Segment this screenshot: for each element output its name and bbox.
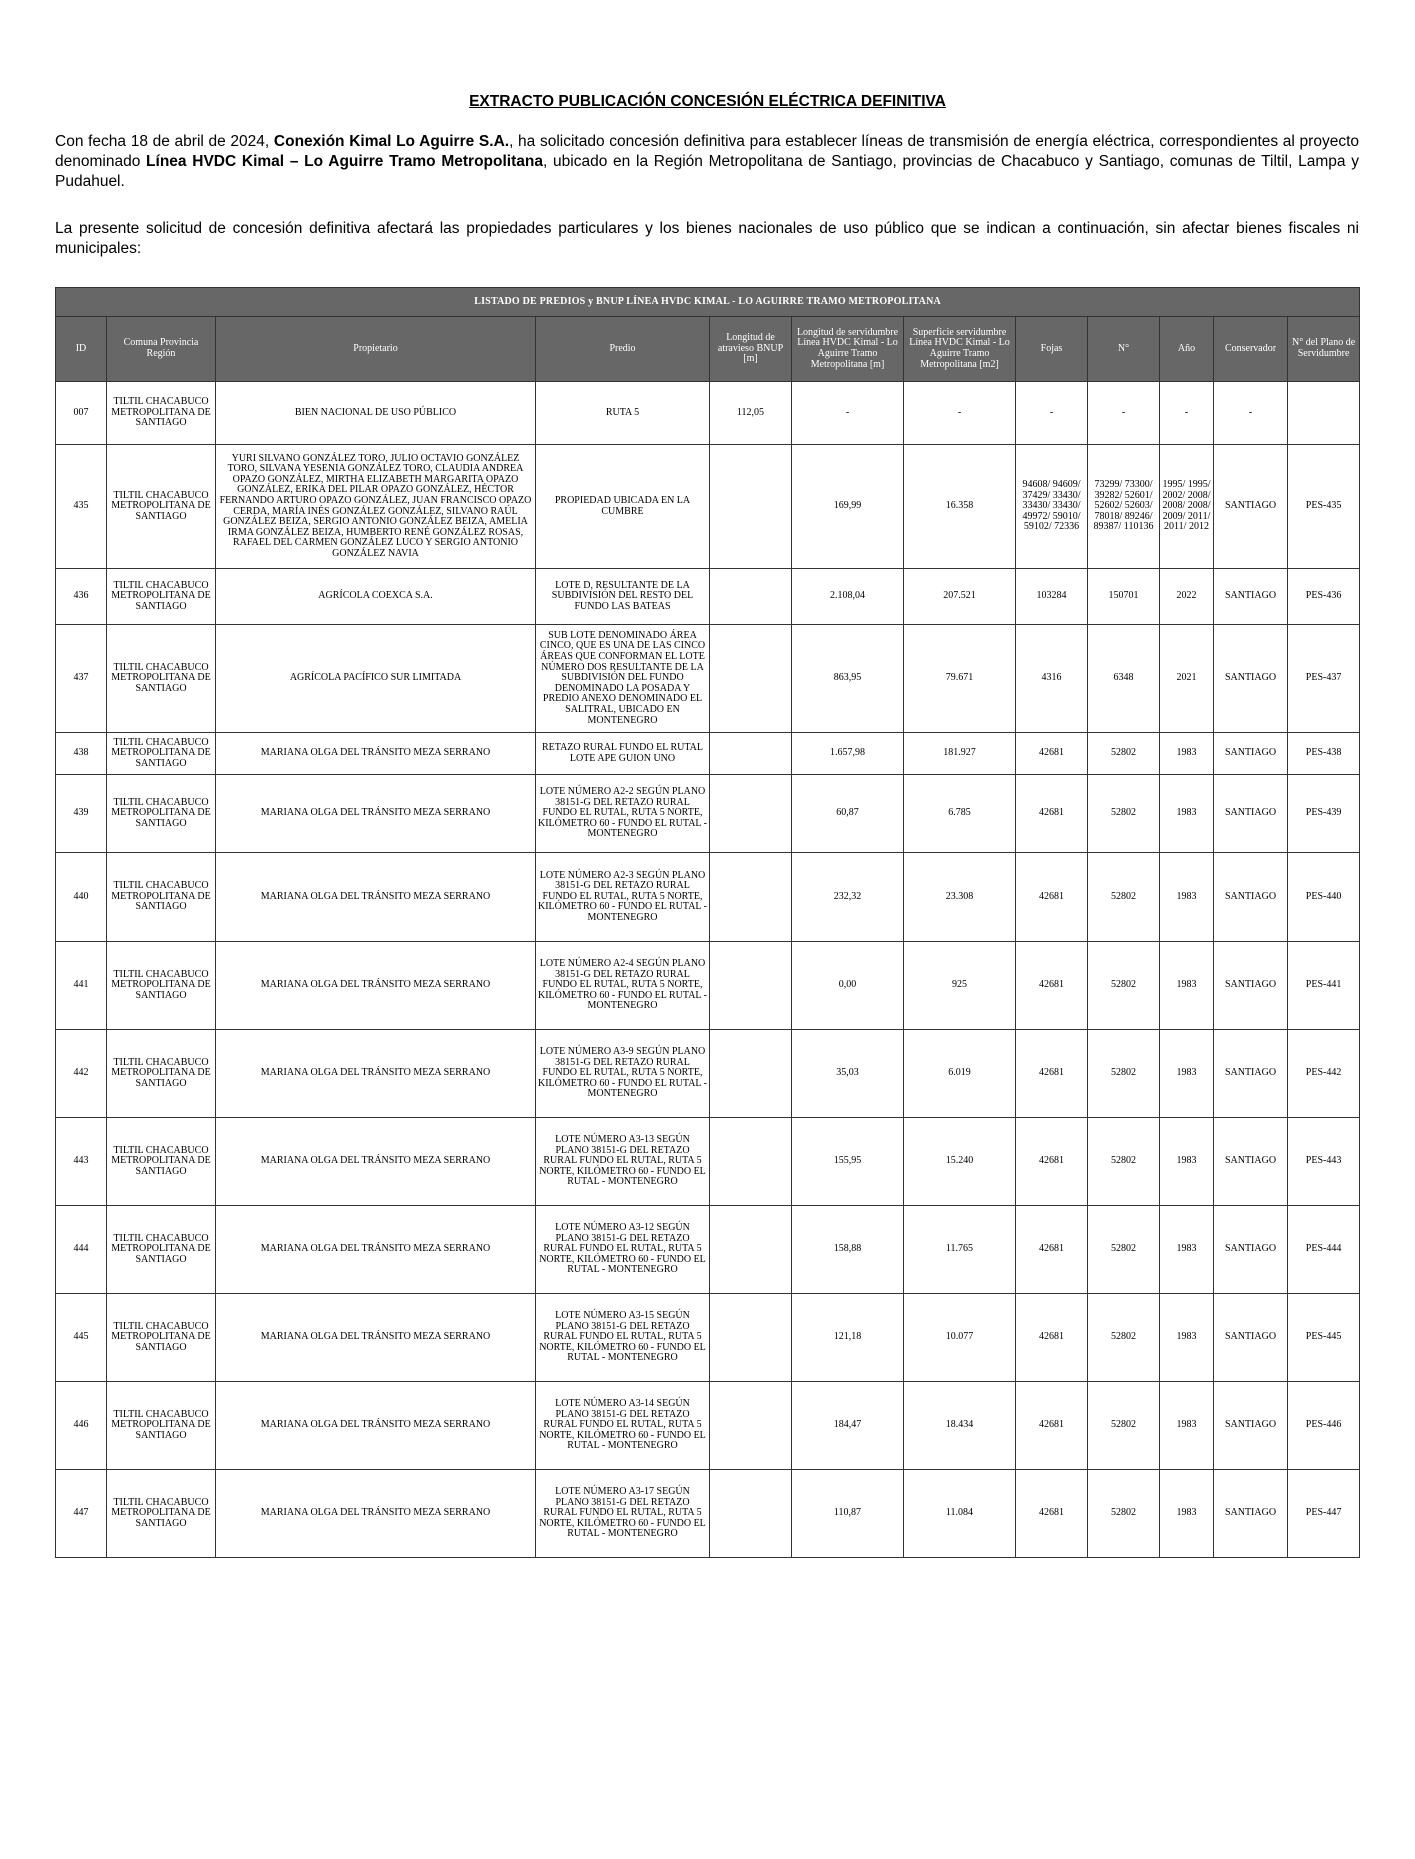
cell-propietario: MARIANA OLGA DEL TRÁNSITO MEZA SERRANO — [216, 942, 536, 1030]
cell-anio: 1983 — [1160, 942, 1214, 1030]
cell-fojas: 94608/ 94609/ 37429/ 33430/ 33430/ 33430/ 49972/ 59010/ 59102/ 72336 — [1016, 445, 1088, 569]
cell-propietario: MARIANA OLGA DEL TRÁNSITO MEZA SERRANO — [216, 1470, 536, 1558]
cell-comuna: TILTIL CHACABUCO METROPOLITANA DE SANTIAGO — [107, 445, 216, 569]
table-row — [56, 1030, 1360, 1118]
cell-longitud-bnup — [710, 569, 792, 625]
intro-suffix: , ubicado en la Región Metropolitana de Santiago, provincias de Chacabuco y Santiago, comunas de Tiltil, Lampa y Pudahuel. — [55, 153, 1359, 190]
cell-plano: PES-442 — [1288, 1030, 1360, 1118]
intro-paragraph — [55, 132, 1359, 192]
cell-anio: 1983 — [1160, 1030, 1214, 1118]
table-row — [56, 1206, 1360, 1294]
cell-predio: LOTE NÚMERO A3-9 SEGÚN PLANO 38151-G DEL RETAZO RURAL FUNDO EL RUTAL, RUTA 5 NORTE, KILÓMETRO 60 - FUNDO EL RUTAL - MONTENEGRO — [536, 1030, 710, 1118]
cell-propietario: MARIANA OLGA DEL TRÁNSITO MEZA SERRANO — [216, 1294, 536, 1382]
header-conservador: Conservador — [1214, 317, 1288, 382]
header-superficie: Superficie servidumbre Línea HVDC Kimal - Lo Aguirre Tramo Metropolitana [m2] — [904, 317, 1016, 382]
cell-longitud-servidumbre: 2.108,04 — [792, 569, 904, 625]
cell-numero: 52802 — [1088, 942, 1160, 1030]
cell-plano — [1288, 382, 1360, 445]
table-row — [56, 942, 1360, 1030]
table-row — [56, 775, 1360, 853]
table-row — [56, 1118, 1360, 1206]
cell-longitud-bnup — [710, 625, 792, 733]
cell-superficie: 10.077 — [904, 1294, 1016, 1382]
intro-middle: , ha solicitado concesión definitiva para establecer líneas de transmisión de energía eléctrica, correspondientes al proyecto denominado — [55, 133, 1359, 170]
table-row — [56, 1294, 1360, 1382]
cell-longitud-servidumbre: 158,88 — [792, 1206, 904, 1294]
cell-fojas: 103284 — [1016, 569, 1088, 625]
cell-numero: 52802 — [1088, 733, 1160, 775]
cell-longitud-servidumbre: 155,95 — [792, 1118, 904, 1206]
header-propietario: Propietario — [216, 317, 536, 382]
header-longitud-servidumbre: Longitud de servidumbre Línea HVDC Kimal - Lo Aguirre Tramo Metropolitana [m] — [792, 317, 904, 382]
cell-propietario: AGRÍCOLA COEXCA S.A. — [216, 569, 536, 625]
cell-fojas: 42681 — [1016, 733, 1088, 775]
cell-longitud-bnup: 112,05 — [710, 382, 792, 445]
cell-predio: LOTE D, RESULTANTE DE LA SUBDIVISIÓN DEL RESTO DEL FUNDO LAS BATEAS — [536, 569, 710, 625]
cell-superficie: 207.521 — [904, 569, 1016, 625]
cell-fojas: 42681 — [1016, 1118, 1088, 1206]
cell-superficie: 925 — [904, 942, 1016, 1030]
cell-anio: 1983 — [1160, 853, 1214, 942]
cell-plano: PES-447 — [1288, 1470, 1360, 1558]
cell-superficie: 79.671 — [904, 625, 1016, 733]
cell-propietario: MARIANA OLGA DEL TRÁNSITO MEZA SERRANO — [216, 1382, 536, 1470]
header-comuna: Comuna Provincia Región — [107, 317, 216, 382]
cell-conservador: SANTIAGO — [1214, 853, 1288, 942]
table-row — [56, 853, 1360, 942]
cell-predio: SUB LOTE DENOMINADO ÁREA CINCO, QUE ES UNA DE LAS CINCO ÁREAS QUE CONFORMAN EL LOTE NÚMERO DOS RESULTANTE DE LA SUBDIVISIÓN DEL FUNDO DENOMINADO LA POSADA Y PREDIO ANEXO DENOMINADO EL SALITRAL, UBICADO EN MONTENEGRO — [536, 625, 710, 733]
cell-predio: LOTE NÚMERO A2-2 SEGÚN PLANO 38151-G DEL RETAZO RURAL FUNDO EL RUTAL, RUTA 5 NORTE, KILÓMETRO 60 - FUNDO EL RUTAL - MONTENEGRO — [536, 775, 710, 853]
cell-predio: LOTE NÚMERO A3-12 SEGÚN PLANO 38151-G DEL RETAZO RURAL FUNDO EL RUTAL, RUTA 5 NORTE, KILÓMETRO 60 - FUNDO EL RUTAL - MONTENEGRO — [536, 1206, 710, 1294]
cell-numero: 52802 — [1088, 853, 1160, 942]
cell-anio: 1995/ 1995/ 2002/ 2008/ 2008/ 2008/ 2009/ 2011/ 2011/ 2012 — [1160, 445, 1214, 569]
cell-fojas: 42681 — [1016, 1030, 1088, 1118]
cell-plano: PES-440 — [1288, 853, 1360, 942]
cell-longitud-bnup — [710, 1206, 792, 1294]
cell-longitud-servidumbre: - — [792, 382, 904, 445]
cell-longitud-servidumbre: 169,99 — [792, 445, 904, 569]
cell-superficie: 11.084 — [904, 1470, 1016, 1558]
cell-conservador: SANTIAGO — [1214, 625, 1288, 733]
cell-plano: PES-446 — [1288, 1382, 1360, 1470]
cell-superficie: 16.358 — [904, 445, 1016, 569]
cell-predio: LOTE NÚMERO A3-13 SEGÚN PLANO 38151-G DEL RETAZO RURAL FUNDO EL RUTAL, RUTA 5 NORTE, KILÓMETRO 60 - FUNDO EL RUTAL - MONTENEGRO — [536, 1118, 710, 1206]
cell-anio: 1983 — [1160, 1382, 1214, 1470]
cell-fojas: 4316 — [1016, 625, 1088, 733]
cell-id: 440 — [56, 853, 107, 942]
cell-id: 444 — [56, 1206, 107, 1294]
cell-comuna: TILTIL CHACABUCO METROPOLITANA DE SANTIAGO — [107, 1206, 216, 1294]
cell-comuna: TILTIL CHACABUCO METROPOLITANA DE SANTIAGO — [107, 775, 216, 853]
cell-superficie: 23.308 — [904, 853, 1016, 942]
cell-comuna: TILTIL CHACABUCO METROPOLITANA DE SANTIAGO — [107, 942, 216, 1030]
cell-id: 437 — [56, 625, 107, 733]
cell-numero: 52802 — [1088, 1294, 1160, 1382]
cell-longitud-bnup — [710, 775, 792, 853]
table-row — [56, 1470, 1360, 1558]
cell-numero: 52802 — [1088, 1382, 1160, 1470]
cell-id: 436 — [56, 569, 107, 625]
cell-numero: 52802 — [1088, 1206, 1160, 1294]
cell-longitud-servidumbre: 110,87 — [792, 1470, 904, 1558]
cell-longitud-servidumbre: 184,47 — [792, 1382, 904, 1470]
cell-plano: PES-445 — [1288, 1294, 1360, 1382]
cell-comuna: TILTIL CHACABUCO METROPOLITANA DE SANTIAGO — [107, 1470, 216, 1558]
cell-conservador: SANTIAGO — [1214, 1382, 1288, 1470]
header-predio: Predio — [536, 317, 710, 382]
cell-anio: 1983 — [1160, 1470, 1214, 1558]
document-title: EXTRACTO PUBLICACIÓN CONCESIÓN ELÉCTRICA DEFINITIVA — [469, 93, 946, 110]
table-row — [56, 382, 1360, 445]
cell-plano: PES-438 — [1288, 733, 1360, 775]
cell-fojas: - — [1016, 382, 1088, 445]
cell-comuna: TILTIL CHACABUCO METROPOLITANA DE SANTIAGO — [107, 569, 216, 625]
cell-plano: PES-439 — [1288, 775, 1360, 853]
cell-numero: - — [1088, 382, 1160, 445]
cell-anio: 2022 — [1160, 569, 1214, 625]
cell-id: 446 — [56, 1382, 107, 1470]
cell-predio: RUTA 5 — [536, 382, 710, 445]
cell-comuna: TILTIL CHACABUCO METROPOLITANA DE SANTIAGO — [107, 1294, 216, 1382]
cell-plano: PES-437 — [1288, 625, 1360, 733]
cell-predio: RETAZO RURAL FUNDO EL RUTAL LOTE APE GUION UNO — [536, 733, 710, 775]
cell-predio: LOTE NÚMERO A3-17 SEGÚN PLANO 38151-G DEL RETAZO RURAL FUNDO EL RUTAL, RUTA 5 NORTE, KILÓMETRO 60 - FUNDO EL RUTAL - MONTENEGRO — [536, 1470, 710, 1558]
cell-superficie: 18.434 — [904, 1382, 1016, 1470]
cell-predio: LOTE NÚMERO A2-4 SEGÚN PLANO 38151-G DEL RETAZO RURAL FUNDO EL RUTAL, RUTA 5 NORTE, KILÓMETRO 60 - FUNDO EL RUTAL - MONTENEGRO — [536, 942, 710, 1030]
cell-predio: LOTE NÚMERO A3-15 SEGÚN PLANO 38151-G DEL RETAZO RURAL FUNDO EL RUTAL, RUTA 5 NORTE, KILÓMETRO 60 - FUNDO EL RUTAL - MONTENEGRO — [536, 1294, 710, 1382]
cell-numero: 52802 — [1088, 1470, 1160, 1558]
cell-id: 447 — [56, 1470, 107, 1558]
table-row — [56, 445, 1360, 569]
cell-longitud-bnup — [710, 1118, 792, 1206]
cell-id: 007 — [56, 382, 107, 445]
table-caption: LISTADO DE PREDIOS y BNUP LÍNEA HVDC KIMAL - LO AGUIRRE TRAMO METROPOLITANA — [56, 288, 1360, 317]
cell-longitud-servidumbre: 0,00 — [792, 942, 904, 1030]
header-plano: N° del Plano de Servidumbre — [1288, 317, 1360, 382]
cell-comuna: TILTIL CHACABUCO METROPOLITANA DE SANTIAGO — [107, 625, 216, 733]
cell-comuna: TILTIL CHACABUCO METROPOLITANA DE SANTIAGO — [107, 733, 216, 775]
cell-conservador: SANTIAGO — [1214, 1206, 1288, 1294]
cell-propietario: MARIANA OLGA DEL TRÁNSITO MEZA SERRANO — [216, 1206, 536, 1294]
cell-plano: PES-441 — [1288, 942, 1360, 1030]
cell-numero: 73299/ 73300/ 39282/ 52601/ 52602/ 52603/ 78018/ 89246/ 89387/ 110136 — [1088, 445, 1160, 569]
cell-plano: PES-443 — [1288, 1118, 1360, 1206]
cell-fojas: 42681 — [1016, 853, 1088, 942]
cell-anio: 1983 — [1160, 775, 1214, 853]
cell-comuna: TILTIL CHACABUCO METROPOLITANA DE SANTIAGO — [107, 382, 216, 445]
cell-longitud-servidumbre: 1.657,98 — [792, 733, 904, 775]
cell-fojas: 42681 — [1016, 1206, 1088, 1294]
cell-longitud-servidumbre: 60,87 — [792, 775, 904, 853]
cell-conservador: SANTIAGO — [1214, 942, 1288, 1030]
table-row — [56, 733, 1360, 775]
header-anio: Año — [1160, 317, 1214, 382]
cell-plano: PES-444 — [1288, 1206, 1360, 1294]
cell-superficie: 6.785 — [904, 775, 1016, 853]
cell-longitud-bnup — [710, 445, 792, 569]
table-row — [56, 1382, 1360, 1470]
cell-longitud-bnup — [710, 853, 792, 942]
cell-comuna: TILTIL CHACABUCO METROPOLITANA DE SANTIAGO — [107, 1382, 216, 1470]
cell-superficie: 11.765 — [904, 1206, 1016, 1294]
cell-id: 445 — [56, 1294, 107, 1382]
cell-superficie: 181.927 — [904, 733, 1016, 775]
header-fojas: Fojas — [1016, 317, 1088, 382]
table-row — [56, 569, 1360, 625]
cell-propietario: YURI SILVANO GONZÁLEZ TORO, JULIO OCTAVIO GONZÁLEZ TORO, SILVANA YESENIA GONZÁLEZ TORO, CLAUDIA ANDREA OPAZO GONZÁLEZ, MIRTHA ELIZABETH MARGARITA OPAZO GONZÁLEZ, ERIKA DEL PILAR OPAZO GONZÁLEZ, HÉCTOR FERNANDO ARTURO OPAZO GONZÁLEZ, JUAN FRANCISCO OPAZO CERDA, MARÍA INÉS GONZÁLEZ GONZÁLEZ, SILVANO RAÚL GONZÁLEZ BEIZA, SERGIO ANTONIO GONZÁLEZ BEIZA, AMELIA IRMA GONZÁLEZ BEIZA, HUMBERTO RENÉ GONZÁLEZ ROSAS, RAFAEL DEL CARMEN GONZÁLEZ LUCO Y SERGIO ANTONIO GONZÁLEZ NAVIA — [216, 445, 536, 569]
cell-propietario: BIEN NACIONAL DE USO PÚBLICO — [216, 382, 536, 445]
cell-fojas: 42681 — [1016, 1294, 1088, 1382]
cell-comuna: TILTIL CHACABUCO METROPOLITANA DE SANTIAGO — [107, 1030, 216, 1118]
cell-id: 443 — [56, 1118, 107, 1206]
cell-propietario: MARIANA OLGA DEL TRÁNSITO MEZA SERRANO — [216, 733, 536, 775]
cell-longitud-bnup — [710, 733, 792, 775]
cell-propietario: MARIANA OLGA DEL TRÁNSITO MEZA SERRANO — [216, 1030, 536, 1118]
properties-table — [55, 287, 1360, 1558]
project-name: Línea HVDC Kimal – Lo Aguirre Tramo Metropolitana — [146, 153, 543, 170]
cell-conservador: SANTIAGO — [1214, 1294, 1288, 1382]
cell-plano: PES-435 — [1288, 445, 1360, 569]
cell-numero: 52802 — [1088, 1118, 1160, 1206]
cell-superficie: 6.019 — [904, 1030, 1016, 1118]
cell-superficie: - — [904, 382, 1016, 445]
cell-predio: LOTE NÚMERO A2-3 SEGÚN PLANO 38151-G DEL RETAZO RURAL FUNDO EL RUTAL, RUTA 5 NORTE, KILÓMETRO 60 - FUNDO EL RUTAL - MONTENEGRO — [536, 853, 710, 942]
cell-anio: - — [1160, 382, 1214, 445]
cell-longitud-servidumbre: 35,03 — [792, 1030, 904, 1118]
cell-longitud-servidumbre: 863,95 — [792, 625, 904, 733]
cell-anio: 1983 — [1160, 1294, 1214, 1382]
cell-comuna: TILTIL CHACABUCO METROPOLITANA DE SANTIAGO — [107, 1118, 216, 1206]
cell-id: 435 — [56, 445, 107, 569]
cell-conservador: - — [1214, 382, 1288, 445]
cell-anio: 1983 — [1160, 1206, 1214, 1294]
table-row — [56, 625, 1360, 733]
cell-anio: 1983 — [1160, 733, 1214, 775]
header-longitud-bnup: Longitud de atravieso BNUP [m] — [710, 317, 792, 382]
cell-conservador: SANTIAGO — [1214, 733, 1288, 775]
cell-fojas: 42681 — [1016, 1382, 1088, 1470]
cell-longitud-servidumbre: 121,18 — [792, 1294, 904, 1382]
cell-id: 439 — [56, 775, 107, 853]
cell-longitud-bnup — [710, 942, 792, 1030]
cell-fojas: 42681 — [1016, 775, 1088, 853]
cell-numero: 150701 — [1088, 569, 1160, 625]
cell-conservador: SANTIAGO — [1214, 569, 1288, 625]
cell-numero: 6348 — [1088, 625, 1160, 733]
cell-longitud-bnup — [710, 1030, 792, 1118]
cell-longitud-bnup — [710, 1470, 792, 1558]
scope-paragraph: La presente solicitud de concesión definitiva afectará las propiedades particulares y los bienes nacionales de uso público que se indican a continuación, sin afectar bienes fiscales ni municipales: — [55, 220, 1359, 257]
company-name: Conexión Kimal Lo Aguirre S.A. — [273, 133, 510, 150]
cell-comuna: TILTIL CHACABUCO METROPOLITANA DE SANTIAGO — [107, 853, 216, 942]
cell-predio: PROPIEDAD UBICADA EN LA CUMBRE — [536, 445, 710, 569]
cell-plano: PES-436 — [1288, 569, 1360, 625]
cell-predio: LOTE NÚMERO A3-14 SEGÚN PLANO 38151-G DEL RETAZO RURAL FUNDO EL RUTAL, RUTA 5 NORTE, KILÓMETRO 60 - FUNDO EL RUTAL - MONTENEGRO — [536, 1382, 710, 1470]
cell-propietario: MARIANA OLGA DEL TRÁNSITO MEZA SERRANO — [216, 775, 536, 853]
cell-id: 442 — [56, 1030, 107, 1118]
cell-longitud-bnup — [710, 1382, 792, 1470]
cell-propietario: AGRÍCOLA PACÍFICO SUR LIMITADA — [216, 625, 536, 733]
cell-fojas: 42681 — [1016, 942, 1088, 1030]
cell-numero: 52802 — [1088, 775, 1160, 853]
header-numero: N° — [1088, 317, 1160, 382]
cell-superficie: 15.240 — [904, 1118, 1016, 1206]
cell-conservador: SANTIAGO — [1214, 1030, 1288, 1118]
cell-anio: 2021 — [1160, 625, 1214, 733]
cell-conservador: SANTIAGO — [1214, 775, 1288, 853]
cell-propietario: MARIANA OLGA DEL TRÁNSITO MEZA SERRANO — [216, 1118, 536, 1206]
cell-conservador: SANTIAGO — [1214, 1470, 1288, 1558]
intro-prefix: Con fecha 18 de abril de 2024, — [55, 133, 274, 150]
cell-numero: 52802 — [1088, 1030, 1160, 1118]
header-id: ID — [56, 317, 107, 382]
cell-anio: 1983 — [1160, 1118, 1214, 1206]
cell-propietario: MARIANA OLGA DEL TRÁNSITO MEZA SERRANO — [216, 853, 536, 942]
cell-fojas: 42681 — [1016, 1470, 1088, 1558]
cell-conservador: SANTIAGO — [1214, 445, 1288, 569]
cell-conservador: SANTIAGO — [1214, 1118, 1288, 1206]
table-header-row — [56, 317, 1360, 382]
cell-id: 441 — [56, 942, 107, 1030]
cell-longitud-bnup — [710, 1294, 792, 1382]
cell-id: 438 — [56, 733, 107, 775]
cell-longitud-servidumbre: 232,32 — [792, 853, 904, 942]
